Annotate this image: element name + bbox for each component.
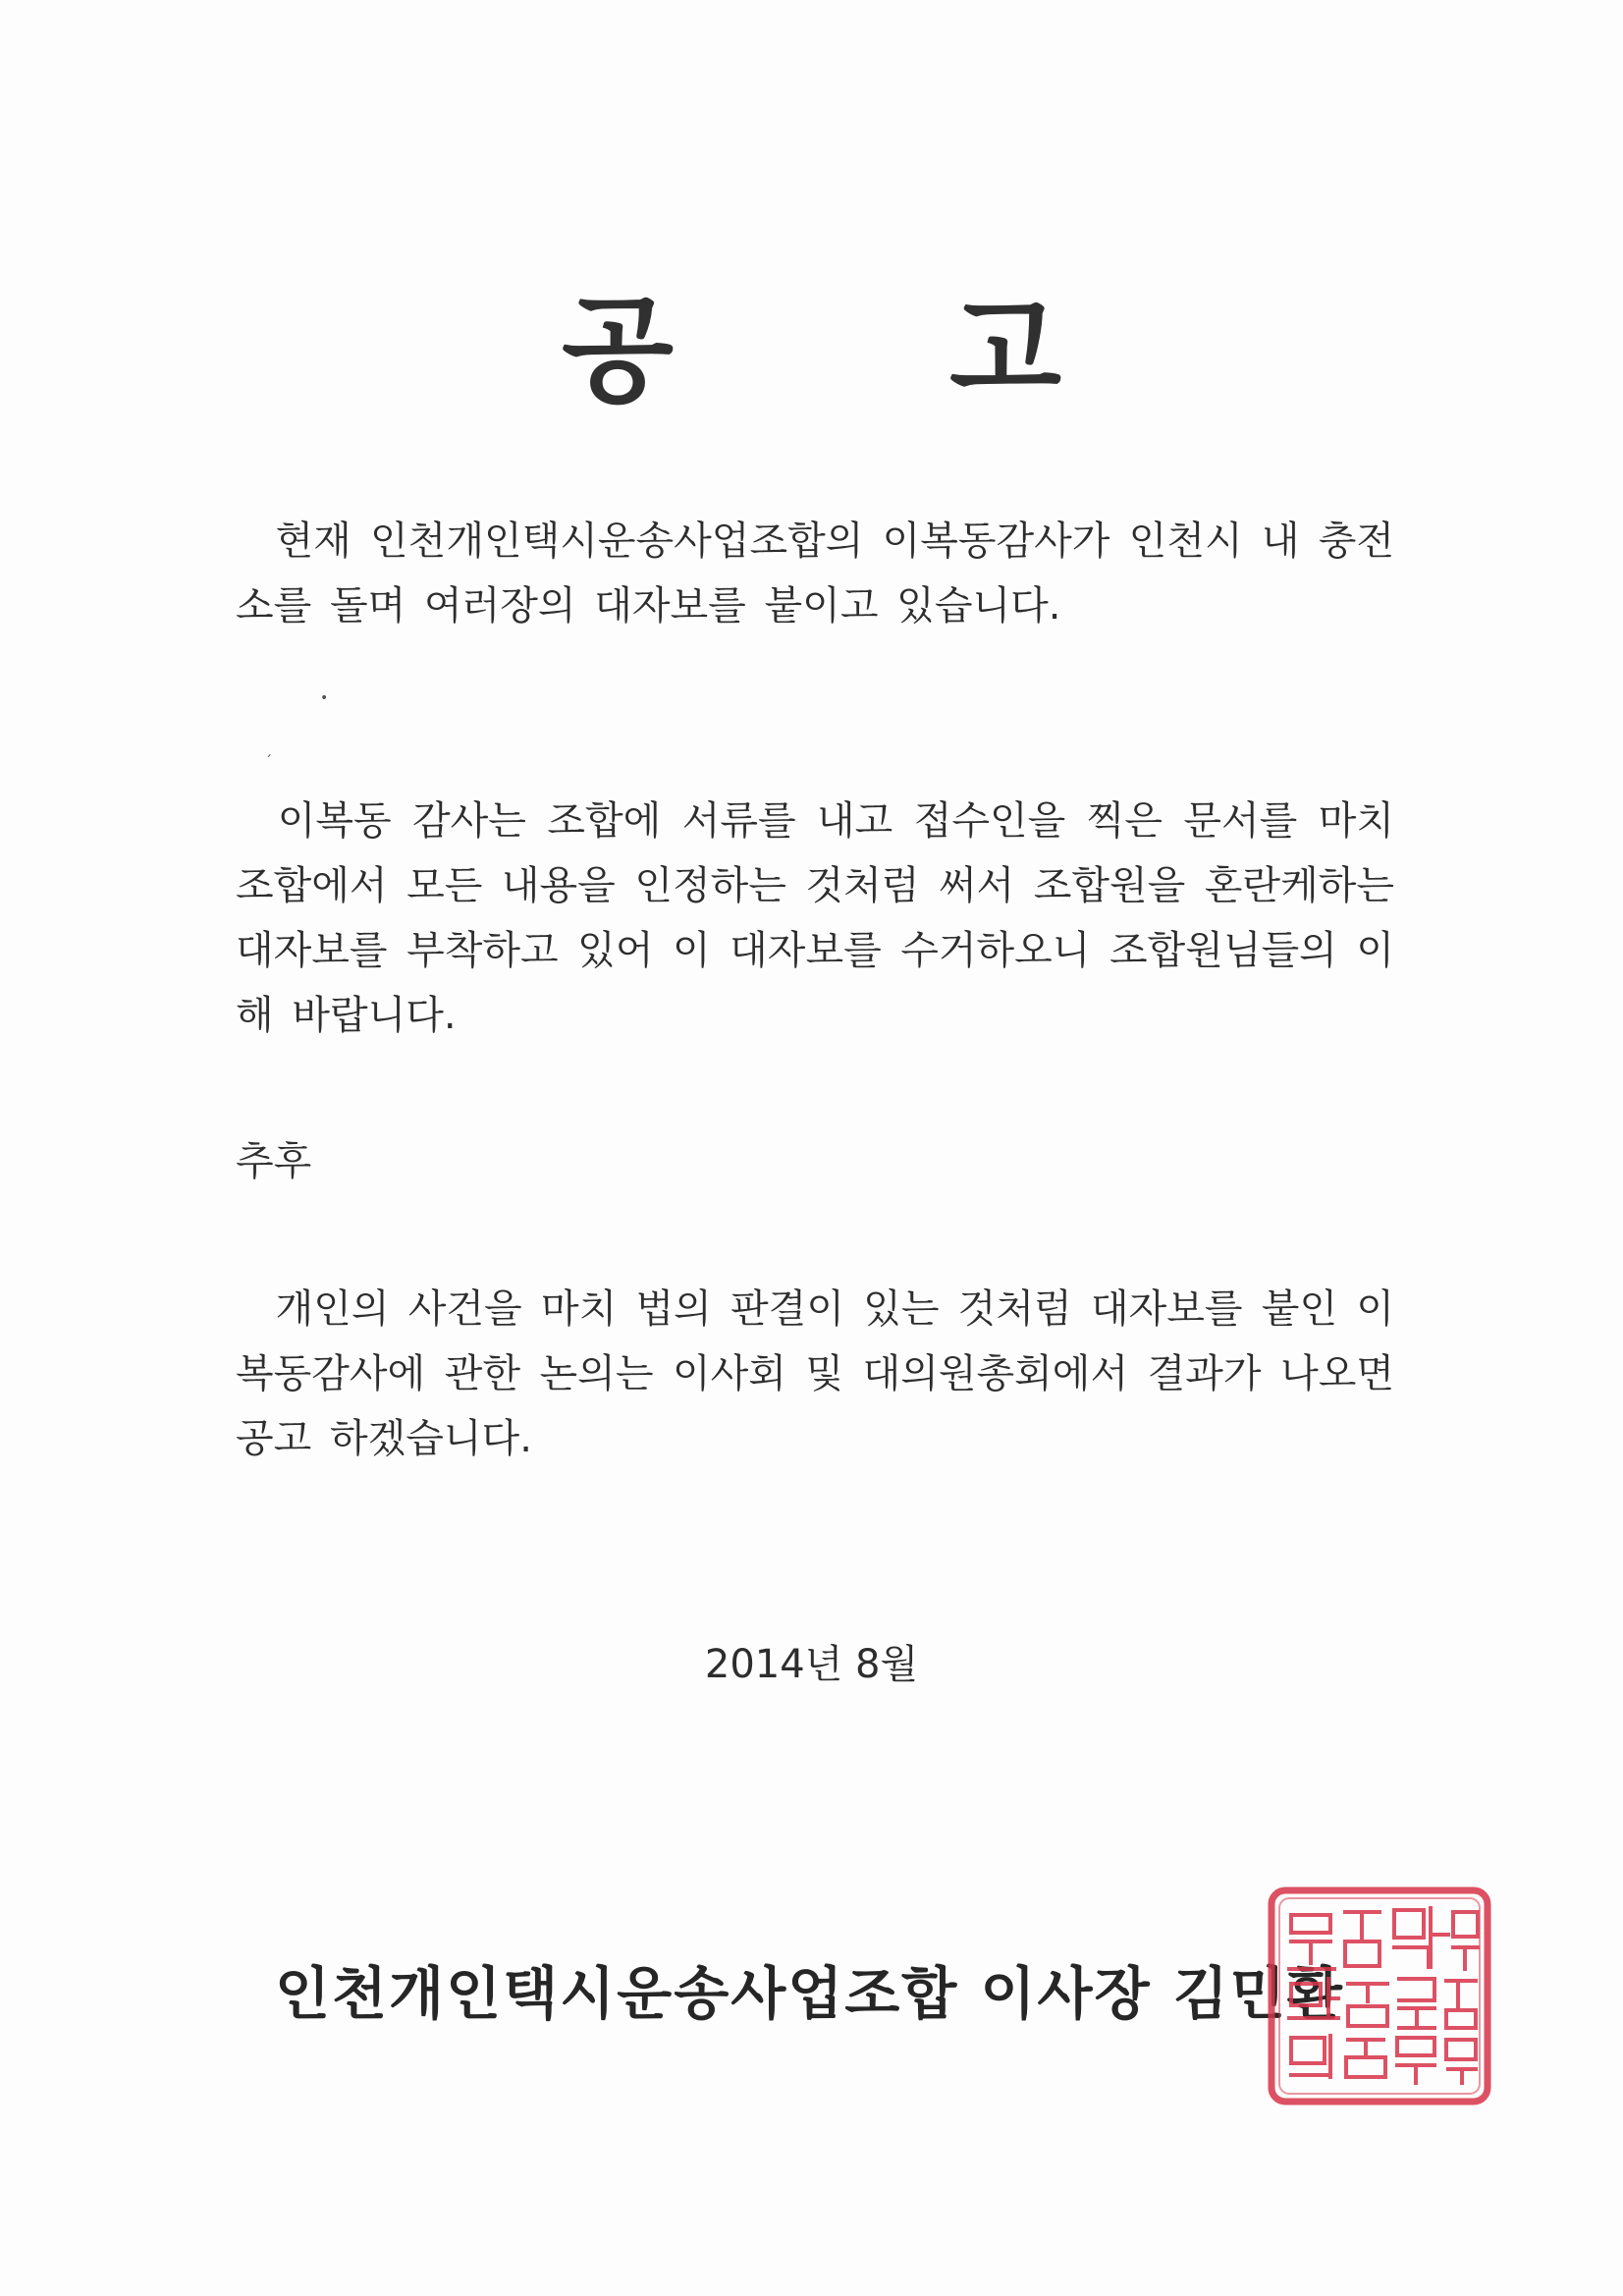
notice-title: 공 고 xyxy=(561,283,1180,418)
paragraph-audit-explanation: 이복동 감사는 조합에 서류를 내고 접수인을 찍은 문서를 마치 조합에서 모든 내용을 인정하는 것처럼 써서 조합원을 혼란케하는 대자보를 부착하고 있어 이 대자보를 수거하오니 조합원님들의 이해 바랍니다. xyxy=(236,798,1413,1038)
notice-date: 2014년 8월 xyxy=(704,1642,919,1687)
official-seal-stamp xyxy=(1262,1881,1497,2111)
scan-speck: ˊ xyxy=(265,754,272,770)
seal-text: 인천광역시개인택시운송사업조합인 xyxy=(1380,2003,1395,2004)
paragraph-future-notice: 개인의 사건을 마치 법의 판결이 있는 것처럼 대자보를 붙인 이복동감사에 관한 논의는 이사회 및 대의원총회에서 결과가 나오면 공고 하겠습니다. xyxy=(236,1286,1413,1461)
paragraph-current-situation: 현재 인천개인택시운송사업조합의 이복동감사가 인천시 내 충전소를 돌며 여러장의 대자보를 붙이고 있습니다. xyxy=(236,519,1394,629)
issuer-signature: 인천개인택시운송사업조합 이사장 김민환 xyxy=(275,1960,1344,2027)
scan-speck: • xyxy=(320,690,329,706)
paragraph-later-heading: 추후 xyxy=(236,1139,312,1184)
